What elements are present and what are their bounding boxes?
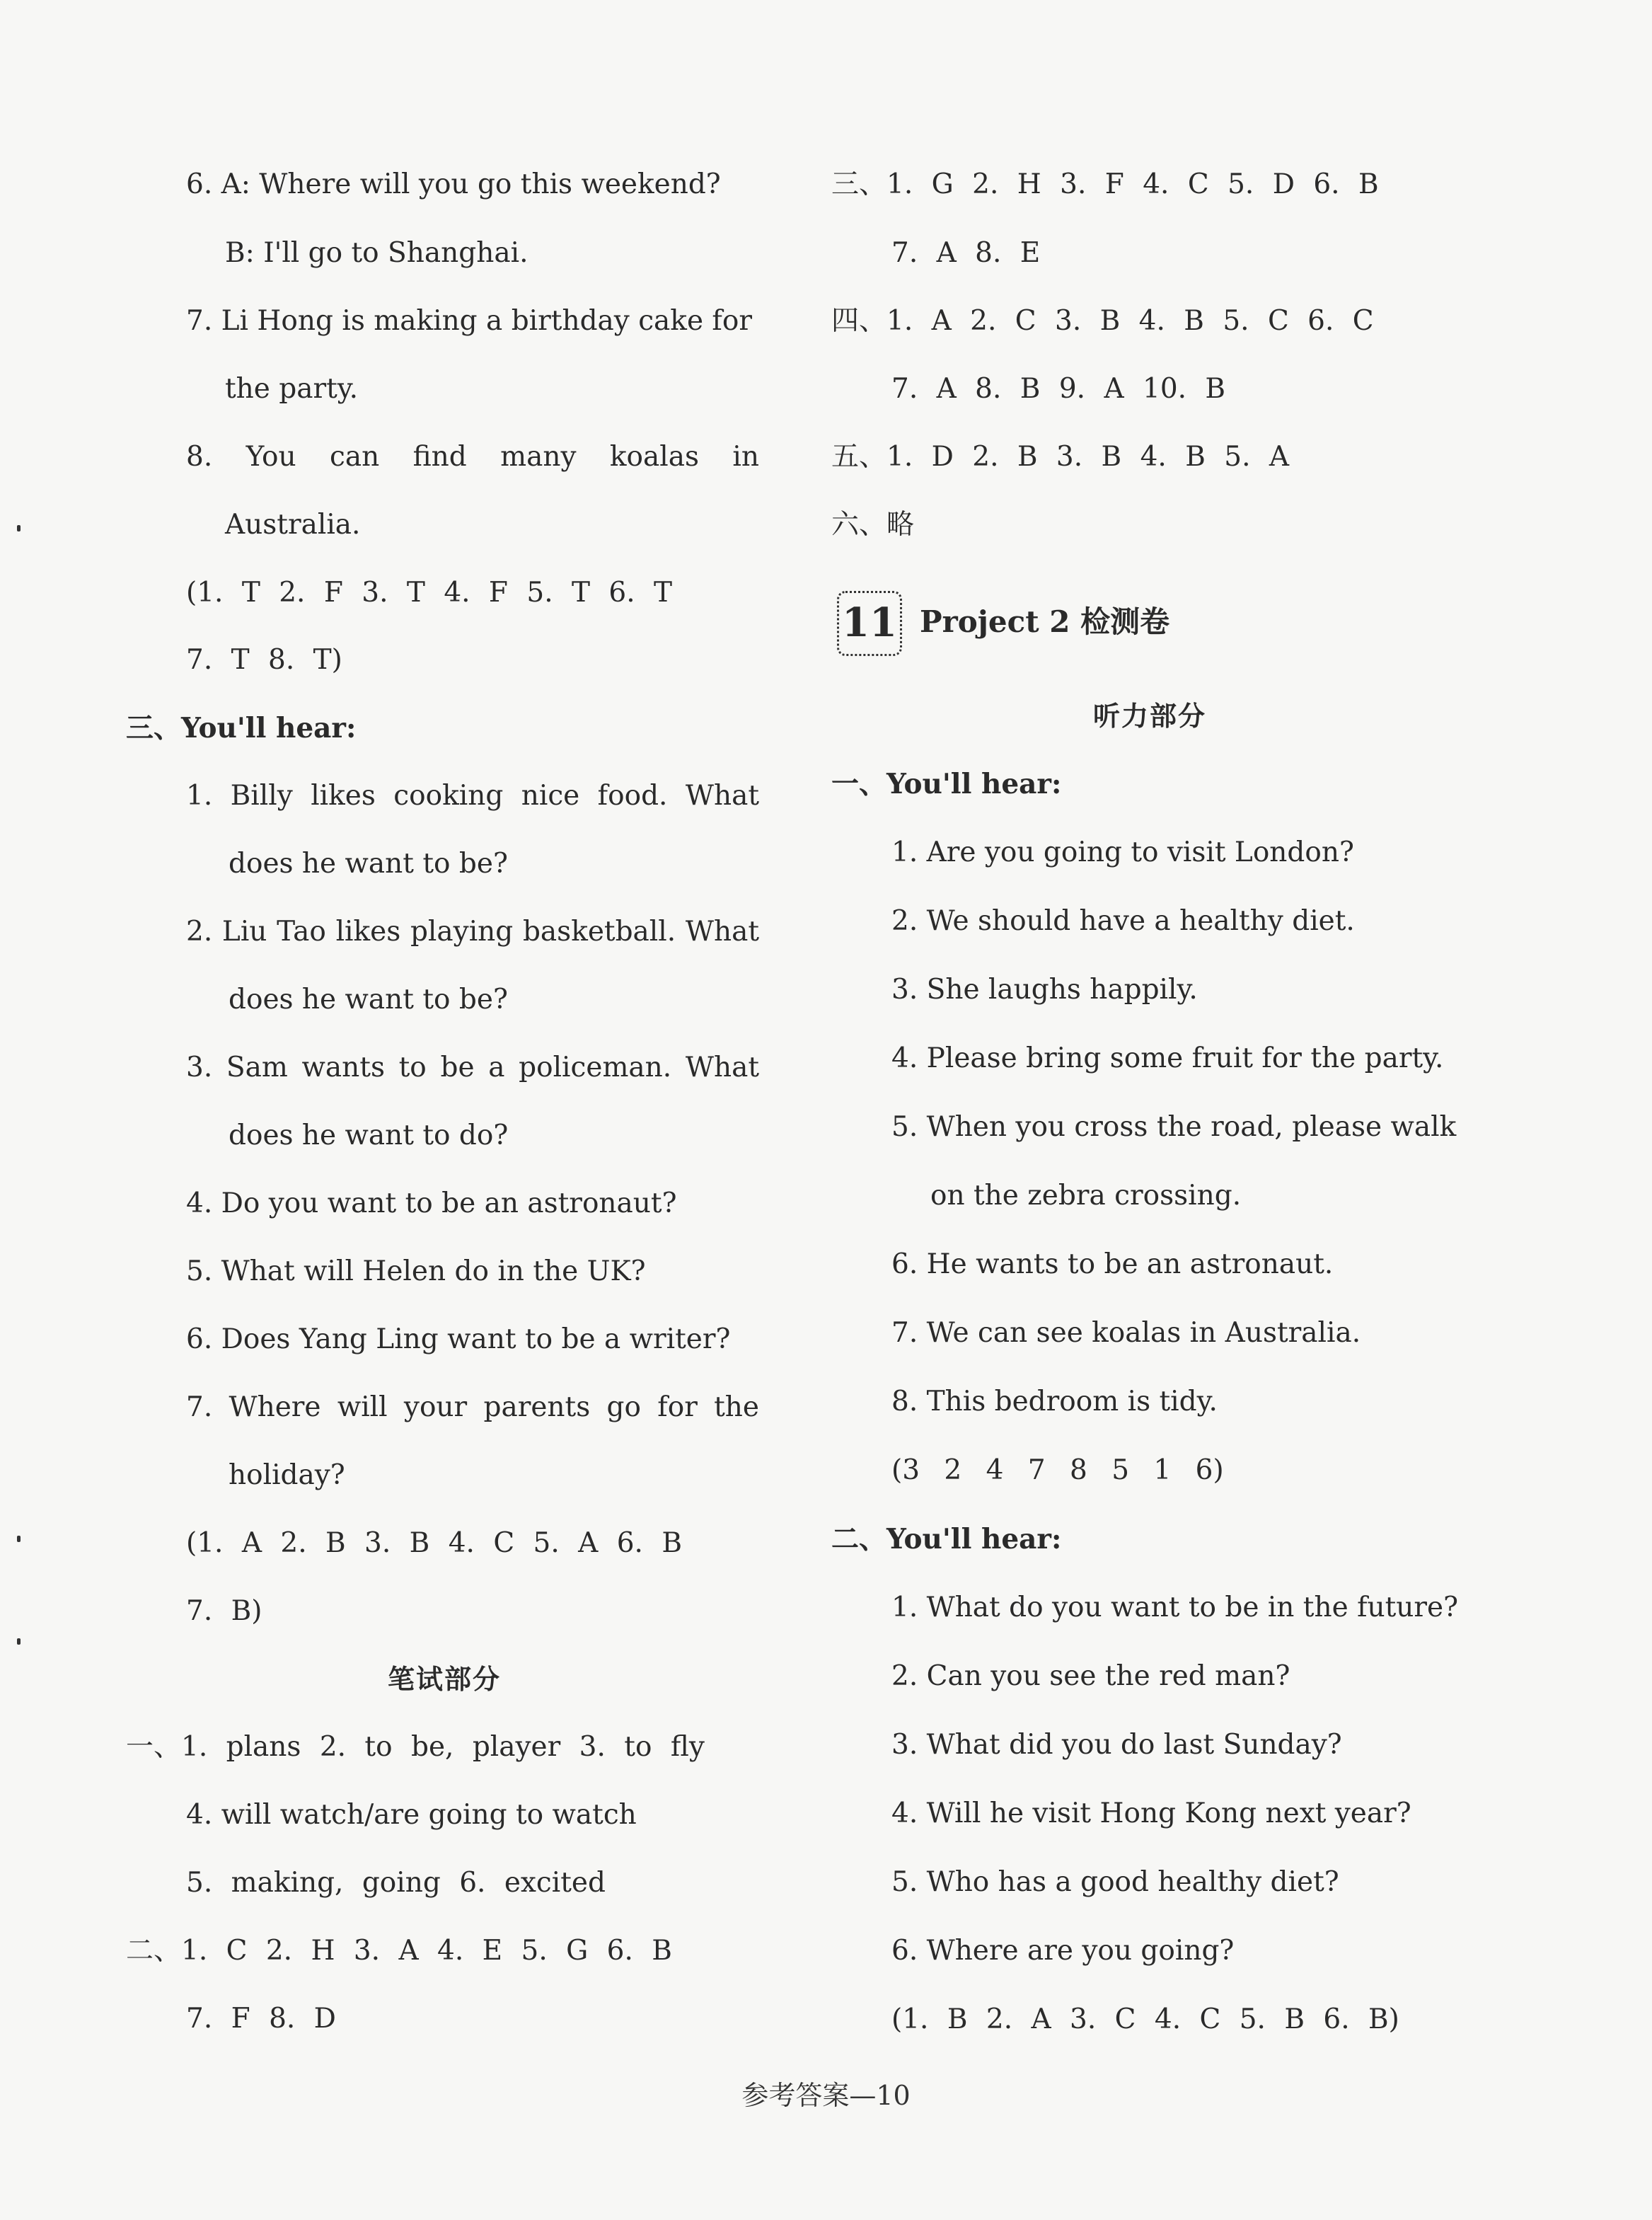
answer-line: 二、1. C 2. H 3. A 4. E 5. G 6. B <box>126 1935 672 1967</box>
text-line: 4. Do you want to be an astronaut? <box>186 1187 677 1219</box>
scan-mark <box>17 1536 21 1542</box>
text-line: holiday? <box>229 1459 345 1491</box>
unit-title: Project 2 检测卷 <box>920 604 1170 639</box>
text-line: 6. He wants to be an astronaut. <box>891 1248 1334 1280</box>
text-line: 6. A: Where will you go this weekend? <box>186 168 721 200</box>
answer-line: 四、1. A 2. C 3. B 4. B 5. C 6. C <box>831 305 1374 337</box>
text-line: 4. Will he visit Hong Kong next year? <box>891 1798 1411 1829</box>
text-line: 2. Can you see the red man? <box>891 1660 1290 1692</box>
answer-line: (1. T 2. F 3. T 4. F 5. T 6. T <box>186 577 673 609</box>
page-footer: 参考答案—10 <box>741 2080 911 2111</box>
answer-line: 7. T 8. T) <box>186 644 342 676</box>
answer-line: (1. B 2. A 3. C 4. C 5. B 6. B) <box>891 2003 1399 2035</box>
answer-line: 5. making, going 6. excited <box>186 1867 606 1899</box>
text-line: B: I'll go to Shanghai. <box>225 237 528 269</box>
unit-number-badge: 11 <box>837 591 902 656</box>
answer-line: 4. will watch/are going to watch <box>186 1799 637 1831</box>
text-line: 1. Billy likes cooking nice food. What <box>186 780 759 812</box>
text-line: 5. Who has a good healthy diet? <box>891 1866 1339 1898</box>
text-line: 7. Where will your parents go for the <box>186 1391 759 1423</box>
answer-line: 六、略 <box>831 509 915 541</box>
scan-mark <box>17 525 21 531</box>
text-line: on the zebra crossing. <box>930 1180 1242 1212</box>
text-line: 3. What did you do last Sunday? <box>891 1729 1342 1761</box>
scan-mark <box>17 1638 21 1645</box>
text-line: 5. When you cross the road, please walk <box>891 1111 1457 1143</box>
section-title: 听力部分 <box>1092 700 1206 732</box>
answer-line: 7. B) <box>186 1595 262 1627</box>
text-line: 8. This bedroom is tidy. <box>891 1386 1218 1417</box>
text-line: does he want to be? <box>229 984 508 1016</box>
section-heading: 三、You'll hear: <box>126 712 357 744</box>
text-line: Australia. <box>225 509 361 541</box>
section-heading: 一、You'll hear: <box>831 768 1062 800</box>
text-line: 5. What will Helen do in the UK? <box>186 1255 646 1287</box>
text-line: 1. What do you want to be in the future? <box>891 1592 1459 1623</box>
answer-line: (3 2 4 7 8 5 1 6) <box>891 1454 1224 1486</box>
section-heading: 二、You'll hear: <box>831 1523 1062 1555</box>
text-line: 2. Liu Tao likes playing basketball. What <box>186 916 759 948</box>
text-line: 4. Please bring some fruit for the party. <box>891 1042 1444 1074</box>
text-line: does he want to be? <box>229 848 508 880</box>
text-line: does he want to do? <box>229 1120 509 1151</box>
text-line: 7. We can see koalas in Australia. <box>891 1317 1361 1349</box>
text-line: 3. She laughs happily. <box>891 974 1198 1006</box>
answer-line: 五、1. D 2. B 3. B 4. B 5. A <box>831 441 1290 473</box>
text-line: 7. Li Hong is making a birthday cake for <box>186 305 752 337</box>
answer-line: 一、1. plans 2. to be, player 3. to fly <box>126 1731 705 1763</box>
answer-line: 7. F 8. D <box>186 2003 336 2035</box>
answer-line: 7. A 8. E <box>891 237 1041 269</box>
section-title: 笔试部分 <box>387 1663 501 1695</box>
answer-line: 三、1. G 2. H 3. F 4. C 5. D 6. B <box>831 168 1379 200</box>
text-line: 3. Sam wants to be a policeman. What <box>186 1052 759 1083</box>
text-line: 6. Where are you going? <box>891 1935 1235 1967</box>
answer-line: 7. A 8. B 9. A 10. B <box>891 373 1226 405</box>
answer-line: (1. A 2. B 3. B 4. C 5. A 6. B <box>186 1527 682 1559</box>
text-line: 6. Does Yang Ling want to be a writer? <box>186 1323 731 1355</box>
text-line: 8. You can find many koalas in <box>186 441 759 473</box>
text-line: 1. Are you going to visit London? <box>891 836 1354 868</box>
text-line: 2. We should have a healthy diet. <box>891 905 1355 937</box>
text-line: the party. <box>225 373 359 405</box>
